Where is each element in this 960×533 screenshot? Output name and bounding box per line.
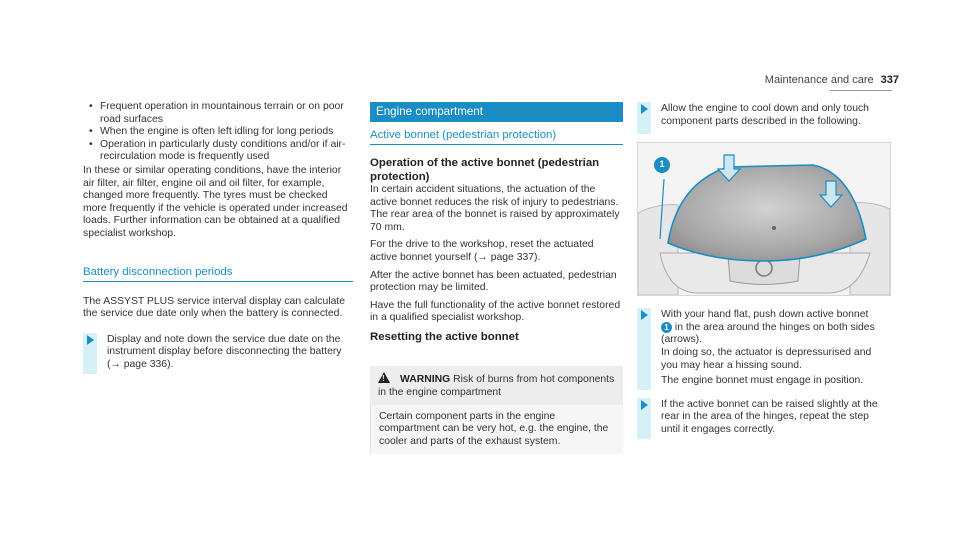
column-middle — [370, 102, 623, 454]
warning-title: Risk of burns from hot components in the engine compartment — [378, 374, 615, 399]
step-text: If the active bonnet can be raised slightly at the rear in the area of the hinges, repeat the step until it engages correctly. — [661, 398, 878, 435]
operation-paragraph: In certain accident situations, the actuation of the active bonnet reduces the risk of injury to pedestrians. The rear area of the bonnet is raised by approximately 70 mm. — [370, 184, 620, 233]
drive-paragraph: For the drive to the workshop, reset the actuated active bonnet yourself (→ page 337). — [370, 239, 594, 263]
list-item: • Frequent operation in mountainous terrain or on poor road surfaces — [89, 101, 344, 125]
heading-resetting: Resetting the active bonnet — [370, 330, 519, 343]
callout-number: 1 — [659, 159, 665, 170]
list-item: • When the engine is often left idling for long periods — [89, 126, 334, 138]
play-arrow-icon — [641, 400, 648, 410]
bullet-list — [83, 101, 353, 164]
battery-paragraph: The ASSYST PLUS service interval display can calculate the service due date only when the battery is connected. — [83, 295, 346, 320]
heading-operation: Operation of the active bonnet (pedestrian protection) — [370, 157, 600, 183]
play-arrow-icon — [641, 104, 648, 114]
section-name: Maintenance and care — [764, 74, 874, 86]
column-right — [637, 102, 889, 439]
column-left — [83, 101, 353, 374]
section-title-engine-compartment: Engine compartment — [370, 102, 623, 122]
instruction-step — [637, 102, 889, 134]
have-paragraph: Have the full functionality of the active bonnet restored in a qualified specialist workshop. — [370, 299, 621, 324]
warning-body: Certain component parts in the engine compartment can be very hot, e.g. the engine, the cooler and parts of the exhaust system. — [370, 405, 623, 455]
section-title-battery: Battery disconnection periods — [83, 265, 353, 282]
page-number: 337 — [880, 74, 899, 86]
instruction-step — [637, 308, 889, 390]
list-item: • Operation in particularly dusty conditions and/or if air-recirculation mode is frequently used — [89, 138, 346, 163]
step-text: Allow the engine to cool down and only touch component parts described in the following. — [661, 103, 869, 127]
maintenance-paragraph: In these or similar operating conditions, have the interior air filter, air filter, engine oil and oil filter, for example, changed more frequently. The tyres must be checked more frequently if the vehicle is operated under increased loads. Further information can be obtained at a qualified specialist workshop. — [83, 164, 348, 239]
play-arrow-icon — [87, 335, 94, 345]
page-header — [765, 74, 899, 87]
instruction-step — [83, 333, 353, 374]
callout-number: 1 — [661, 322, 672, 333]
step-text: The engine bonnet must engage in position. — [661, 375, 864, 387]
warning-label: WARNING — [400, 374, 451, 386]
play-arrow-icon — [641, 310, 648, 320]
bonnet-illustration — [637, 142, 891, 296]
subsection-title-active-bonnet: Active bonnet (pedestrian protection) — [370, 128, 623, 145]
warning-header — [370, 366, 623, 404]
warning-triangle-icon: ! — [378, 372, 390, 383]
instruction-step — [637, 398, 889, 439]
step-text: In doing so, the actuator is depressurised and you may hear a hissing sound. — [661, 346, 872, 371]
header-divider — [830, 90, 892, 91]
after-paragraph: After the active bonnet has been actuated, pedestrian protection may be limited. — [370, 269, 617, 294]
step-text: With your hand flat, push down active bonnet 1 in the area around the hinges on both sides (arrows). — [661, 309, 875, 346]
car-bonnet-image — [638, 143, 890, 295]
warning-box — [370, 366, 623, 454]
step-text: Display and note down the service due date on the instrument display before disconnecting the battery (→ page 336). — [107, 333, 342, 370]
